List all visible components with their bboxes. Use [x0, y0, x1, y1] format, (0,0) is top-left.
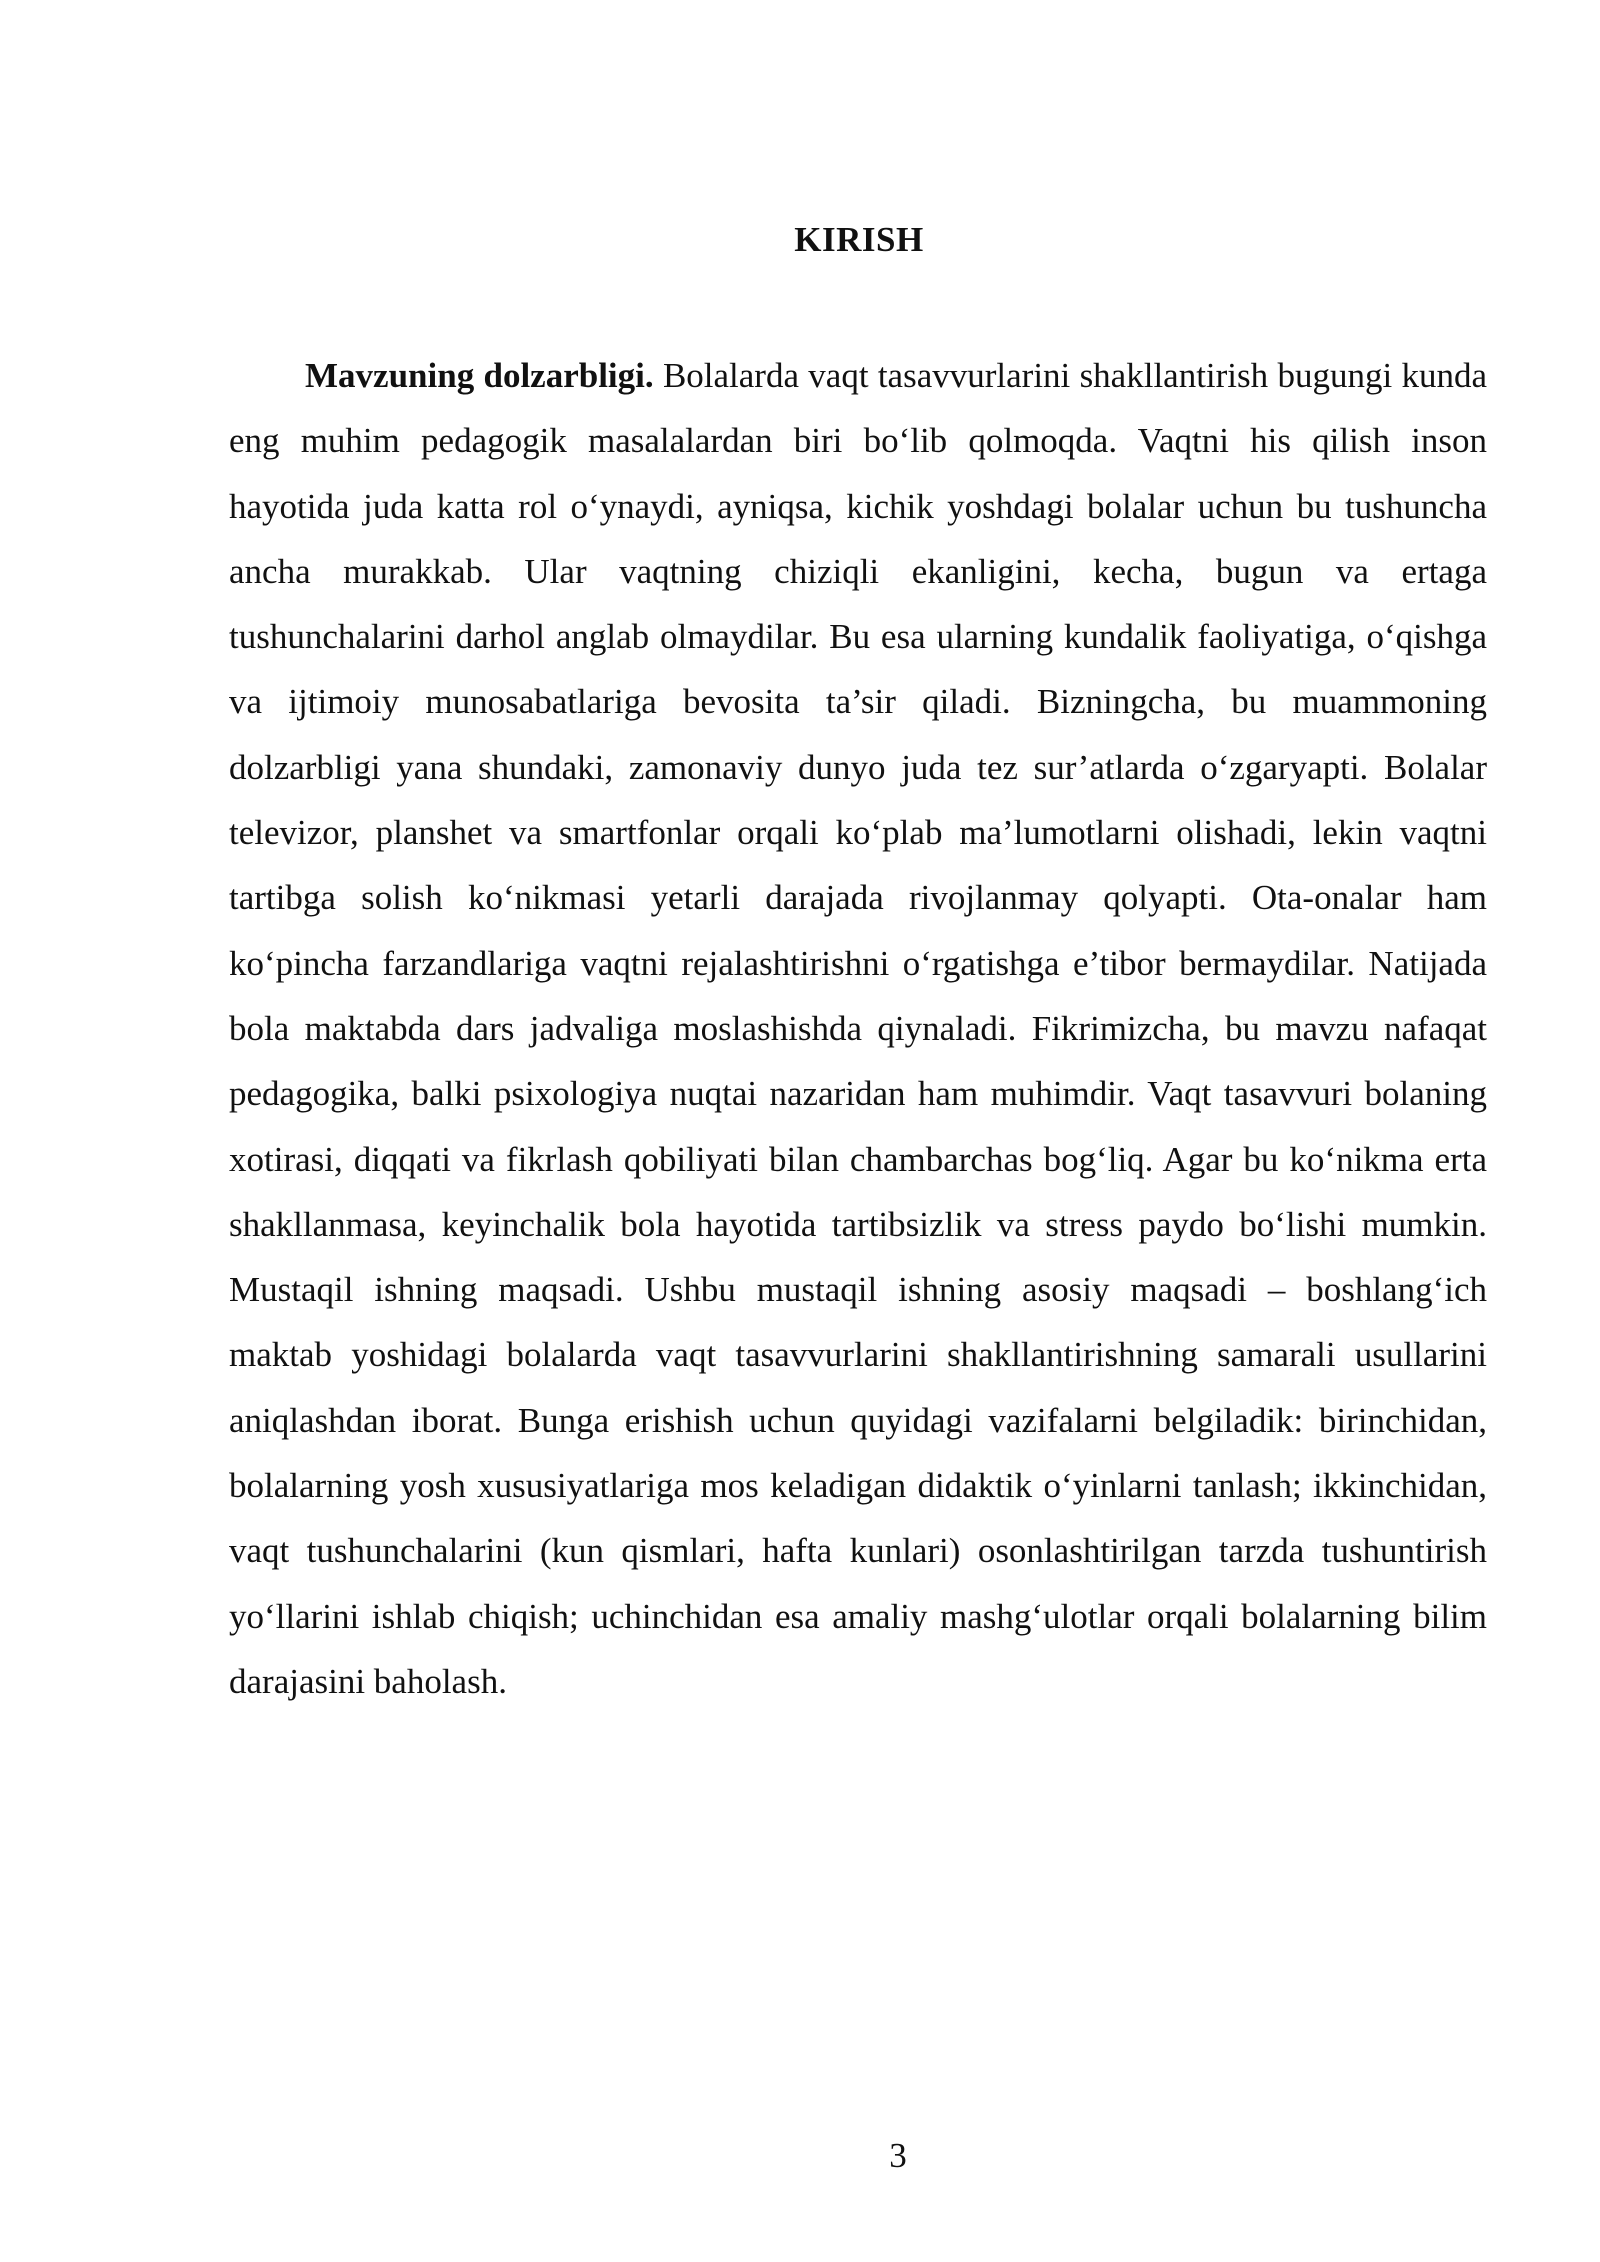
body-paragraph [229, 343, 1487, 1714]
paragraph-text: Bolalarda vaqt tasavvurlarini shakllantirish bugungi kunda eng muhim pedagogik masalalardan biri bo‘lib qolmoqda. Vaqtni his qilish inson hayotida juda katta rol o‘ynaydi, ayniqsa, kichik yoshdagi bolalar uchun bu tushuncha ancha murakkab. Ular vaqtning chiziqli ekanligini, kecha, bugun va ertaga tushunchalarini darhol anglab olmaydilar. Bu esa ularning kundalik faoliyatiga, o‘qishga va ijtimoiy munosabatlariga bevosita ta’sir qiladi. Bizningcha, bu muammoning dolzarbligi yana shundaki, zamonaviy dunyo juda tez sur’atlarda o‘zgaryapti. Bolalar televizor, planshet va smartfonlar orqali ko‘plab ma’lumotlarni olishadi, lekin vaqtni tartibga solish ko‘nikmasi yetarli darajada rivojlanmay qolyapti. Ota-onalar ham ko‘pincha farzandlariga vaqtni rejalashtirishni o‘rgatishga e’tibor bermaydilar. Natijada bola maktabda dars jadvaliga moslashishda qiynaladi. Fikrimizcha, bu mavzu nafaqat pedagogika, balki psixologiya nuqtai nazaridan ham muhimdir. Vaqt tasavvuri bolaning xotirasi, diqqati va fikrlash qobiliyati bilan chambarchas bog‘liq. Agar bu ko‘nikma erta shakllanmasa, keyinchalik bola hayotida tartibsizlik va stress paydo bo‘lishi mumkin. Mustaqil ishning maqsadi. Ushbu mustaqil ishning asosiy maqsadi – boshlang‘ich maktab yoshidagi bolalarda vaqt tasavvurlarini shakllantirishning samarali usullarini aniqlashdan iborat. Bunga erishish uchun quyidagi vazifalarni belgiladik: birinchidan, bolalarning yosh xususiyatlariga mos keladigan didaktik o‘yinlarni tanlash; ikkinchidan, vaqt tushunchalarini (kun qismlari, hafta kunlari) osonlashtirilgan tarzda tushuntirish yo‘llarini ishlab chiqish; uchinchidan esa amaliy mashg‘ulotlar orqali bolalarning bilim darajasini baholash. [229, 356, 1487, 1701]
section-heading: KIRISH [794, 220, 924, 259]
paragraph-lead: Mavzuning dolzarbligi. [305, 356, 654, 395]
page-number: 3 [889, 2136, 907, 2175]
